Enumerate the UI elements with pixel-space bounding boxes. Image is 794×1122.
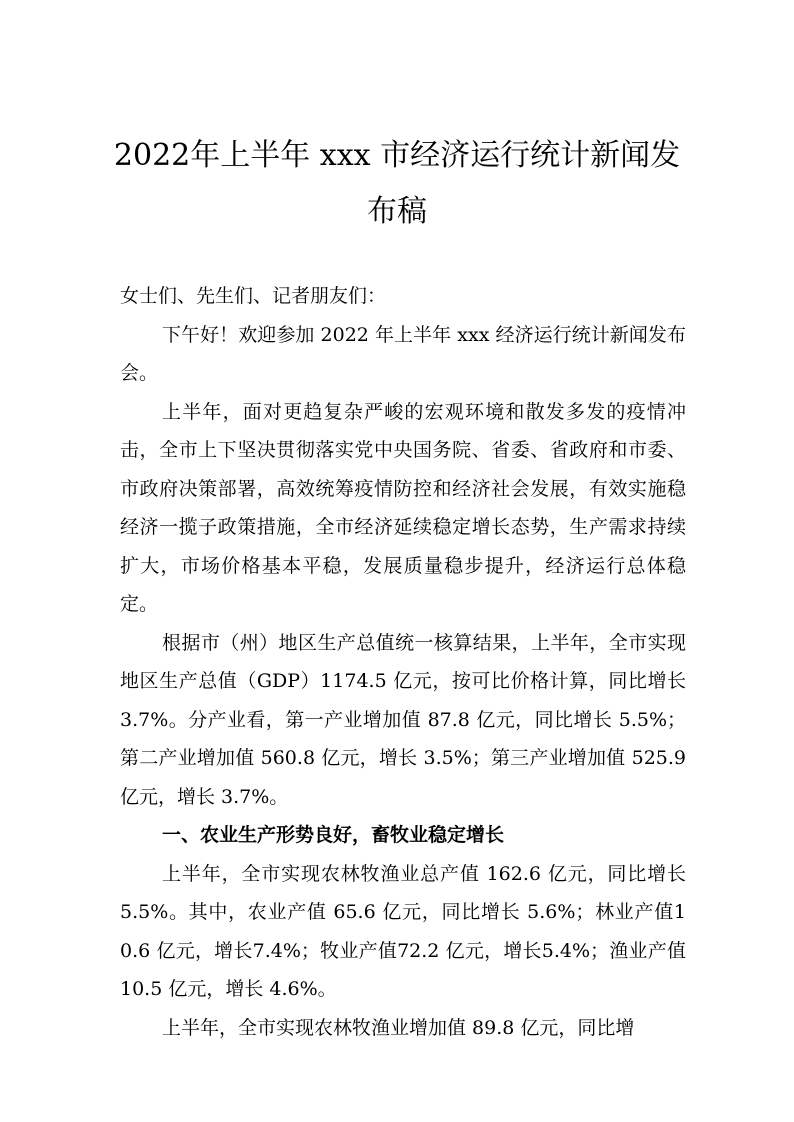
document-title-line-2: 布稿 (367, 194, 427, 229)
document-body (120, 277, 686, 1047)
salutation: 女士们、先生们、记者朋友们： (120, 285, 387, 307)
document-title-line-1: 2022年上半年 xxx 市经济运行统计新闻发 (113, 138, 681, 173)
paragraph-agriculture-output: 上半年，全市实现农林牧渔业总产值 162.6 亿元，同比增长 5.5%。其中，农业产值 65.6 亿元，同比增长 5.6%；林业产值10.6 亿元，增长7.4%；牧业产值72.2 亿元，增长5.4%；渔业产值 10.5 亿元，增长 4.6%。 (120, 862, 686, 1000)
paragraph-agriculture-value-added: 上半年，全市实现农林牧渔业增加值 89.8 亿元，同比增 (162, 1016, 635, 1039)
paragraph-overview: 上半年，面对更趋复杂严峻的宏观环境和散发多发的疫情冲击，全市上下坚决贯彻落实党中央国务院、省委、省政府和市委、市政府决策部署，高效统筹疫情防控和经济社会发展，有效实施稳经济一揽子政策措施，全市经济延续稳定增长态势，生产需求持续扩大，市场价格基本平稳，发展质量稳步提升，经济运行总体稳定。 (120, 400, 686, 615)
paragraph-gdp: 根据市（州）地区生产总值统一核算结果，上半年，全市实现地区生产总值（GDP）1174.5 亿元，按可比价格计算，同比增长 3.7%。分产业看，第一产业增加值 87.8 亿元，同比增长 5.5%；第二产业增加值 560.8 亿元，增长 3.5%；第三产业增加值 525.9 亿元，增长 3.7%。 (120, 631, 686, 808)
section-heading-agriculture: 一、农业生产形势良好，畜牧业稳定增长 (162, 824, 505, 846)
paragraph-greeting: 下午好！欢迎参加 2022 年上半年 xxx 经济运行统计新闻发布会。 (120, 323, 686, 384)
